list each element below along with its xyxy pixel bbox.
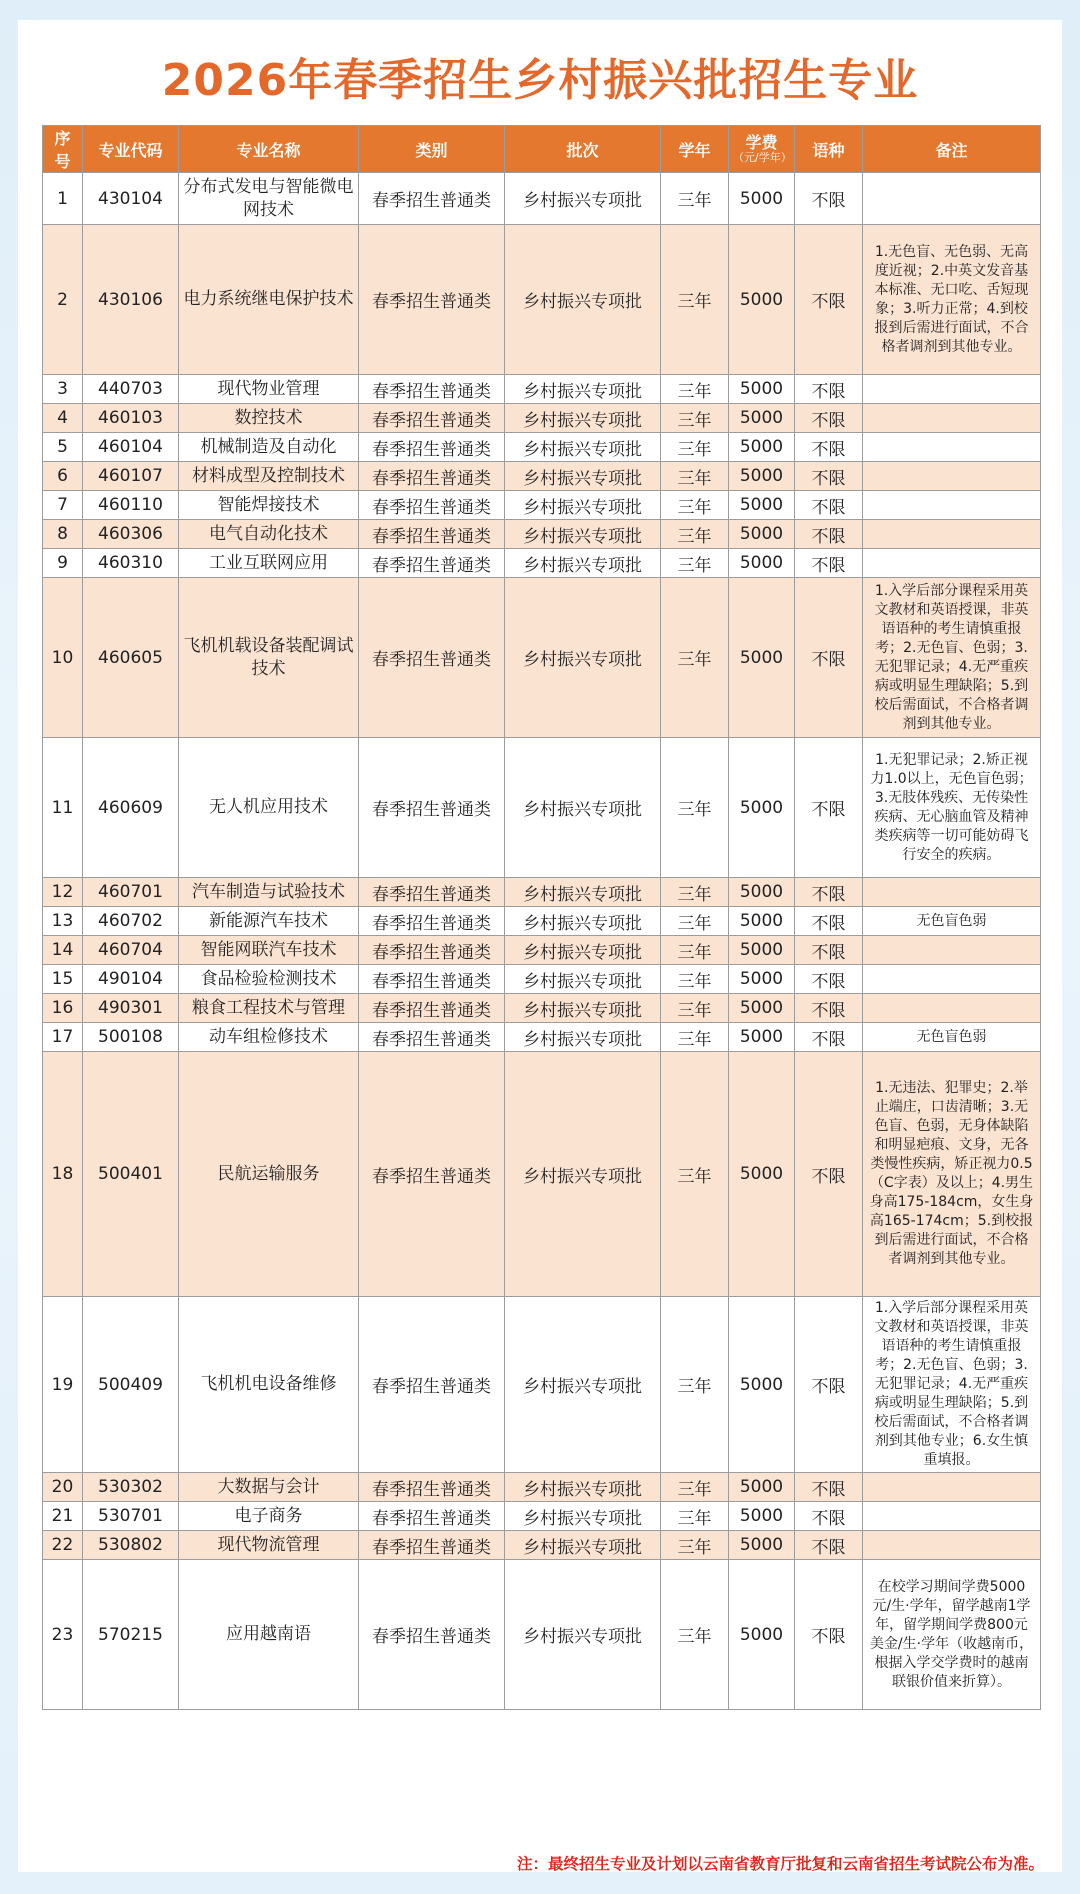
cell-lang: 不限	[795, 738, 863, 878]
cell-name: 数控技术	[179, 404, 359, 433]
cell-category: 春季招生普通类	[359, 1052, 505, 1297]
cell-note	[863, 1531, 1041, 1560]
cell-no: 19	[43, 1297, 83, 1473]
cell-code: 460701	[83, 878, 179, 907]
cell-no: 8	[43, 520, 83, 549]
cell-fee: 5000	[729, 1297, 795, 1473]
cell-batch: 乡村振兴专项批	[505, 173, 661, 225]
table-row	[43, 433, 1041, 462]
table-row	[43, 965, 1041, 994]
cell-no: 16	[43, 994, 83, 1023]
majors-table	[42, 125, 1041, 1710]
cell-category: 春季招生普通类	[359, 404, 505, 433]
cell-code: 460103	[83, 404, 179, 433]
cell-batch: 乡村振兴专项批	[505, 1531, 661, 1560]
cell-batch: 乡村振兴专项批	[505, 878, 661, 907]
header-fee-unit: （元/学年）	[733, 151, 792, 164]
header-category: 类别	[359, 126, 505, 173]
cell-category: 春季招生普通类	[359, 738, 505, 878]
cell-name: 机械制造及自动化	[179, 433, 359, 462]
table-row	[43, 578, 1041, 738]
cell-lang: 不限	[795, 225, 863, 375]
cell-years: 三年	[661, 1502, 729, 1531]
header-code: 专业代码	[83, 126, 179, 173]
cell-no: 12	[43, 878, 83, 907]
cell-category: 春季招生普通类	[359, 578, 505, 738]
cell-batch: 乡村振兴专项批	[505, 520, 661, 549]
cell-lang: 不限	[795, 1052, 863, 1297]
cell-no: 22	[43, 1531, 83, 1560]
cell-name: 无人机应用技术	[179, 738, 359, 878]
cell-no: 2	[43, 225, 83, 375]
cell-note	[863, 375, 1041, 404]
cell-years: 三年	[661, 1052, 729, 1297]
cell-note	[863, 936, 1041, 965]
cell-category: 春季招生普通类	[359, 433, 505, 462]
cell-years: 三年	[661, 578, 729, 738]
cell-category: 春季招生普通类	[359, 1297, 505, 1473]
cell-code: 490104	[83, 965, 179, 994]
cell-batch: 乡村振兴专项批	[505, 549, 661, 578]
cell-category: 春季招生普通类	[359, 520, 505, 549]
table-row	[43, 1023, 1041, 1052]
cell-no: 4	[43, 404, 83, 433]
cell-lang: 不限	[795, 878, 863, 907]
cell-name: 现代物业管理	[179, 375, 359, 404]
header-no: 序号	[43, 126, 83, 173]
cell-fee: 5000	[729, 907, 795, 936]
cell-years: 三年	[661, 1473, 729, 1502]
cell-fee: 5000	[729, 1052, 795, 1297]
table-body	[43, 173, 1041, 1710]
cell-lang: 不限	[795, 907, 863, 936]
cell-batch: 乡村振兴专项批	[505, 491, 661, 520]
cell-lang: 不限	[795, 1502, 863, 1531]
cell-code: 460704	[83, 936, 179, 965]
cell-note: 无色盲色弱	[863, 907, 1041, 936]
cell-code: 530701	[83, 1502, 179, 1531]
cell-no: 11	[43, 738, 83, 878]
cell-fee: 5000	[729, 1473, 795, 1502]
cell-name: 动车组检修技术	[179, 1023, 359, 1052]
cell-fee: 5000	[729, 404, 795, 433]
cell-years: 三年	[661, 1297, 729, 1473]
cell-code: 530802	[83, 1531, 179, 1560]
cell-batch: 乡村振兴专项批	[505, 225, 661, 375]
table-row	[43, 907, 1041, 936]
cell-lang: 不限	[795, 936, 863, 965]
cell-name: 粮食工程技术与管理	[179, 994, 359, 1023]
table-row	[43, 549, 1041, 578]
cell-no: 17	[43, 1023, 83, 1052]
cell-code: 460702	[83, 907, 179, 936]
cell-batch: 乡村振兴专项批	[505, 375, 661, 404]
cell-no: 20	[43, 1473, 83, 1502]
table-row	[43, 1531, 1041, 1560]
cell-no: 23	[43, 1560, 83, 1710]
cell-fee: 5000	[729, 738, 795, 878]
cell-fee: 5000	[729, 994, 795, 1023]
header-batch: 批次	[505, 126, 661, 173]
cell-note: 1.入学后部分课程采用英文教材和英语授课，非英语语种的考生请慎重报考；2.无色盲、色弱；3.无犯罪记录；4.无严重疾病或明显生理缺陷；5.到校后需面试，不合格者调剂到其他专业；6.女生慎重填报。	[863, 1297, 1041, 1473]
table-row	[43, 491, 1041, 520]
cell-batch: 乡村振兴专项批	[505, 1052, 661, 1297]
cell-no: 15	[43, 965, 83, 994]
cell-lang: 不限	[795, 404, 863, 433]
cell-batch: 乡村振兴专项批	[505, 433, 661, 462]
cell-fee: 5000	[729, 491, 795, 520]
cell-category: 春季招生普通类	[359, 1531, 505, 1560]
cell-years: 三年	[661, 738, 729, 878]
footnote: 注：最终招生专业及计划以云南省教育厅批复和云南省招生考试院公布为准。	[516, 1855, 1044, 1873]
cell-code: 460306	[83, 520, 179, 549]
cell-name: 智能焊接技术	[179, 491, 359, 520]
cell-category: 春季招生普通类	[359, 1473, 505, 1502]
cell-code: 460110	[83, 491, 179, 520]
table-row	[43, 878, 1041, 907]
cell-no: 6	[43, 462, 83, 491]
cell-years: 三年	[661, 173, 729, 225]
header-note: 备注	[863, 126, 1041, 173]
cell-lang: 不限	[795, 994, 863, 1023]
cell-name: 现代物流管理	[179, 1531, 359, 1560]
header-language: 语种	[795, 126, 863, 173]
cell-code: 460609	[83, 738, 179, 878]
cell-fee: 5000	[729, 1023, 795, 1052]
table-row	[43, 1052, 1041, 1297]
cell-batch: 乡村振兴专项批	[505, 965, 661, 994]
cell-batch: 乡村振兴专项批	[505, 578, 661, 738]
cell-lang: 不限	[795, 1473, 863, 1502]
cell-name: 新能源汽车技术	[179, 907, 359, 936]
cell-no: 3	[43, 375, 83, 404]
cell-fee: 5000	[729, 549, 795, 578]
cell-name: 飞机机电设备维修	[179, 1297, 359, 1473]
cell-note	[863, 462, 1041, 491]
cell-code: 490301	[83, 994, 179, 1023]
cell-fee: 5000	[729, 173, 795, 225]
cell-name: 汽车制造与试验技术	[179, 878, 359, 907]
header-name: 专业名称	[179, 126, 359, 173]
cell-batch: 乡村振兴专项批	[505, 1023, 661, 1052]
page-title: 2026年春季招生乡村振兴批招生专业	[161, 55, 919, 106]
cell-fee: 5000	[729, 1560, 795, 1710]
header-fee	[729, 126, 795, 173]
cell-years: 三年	[661, 404, 729, 433]
cell-name: 材料成型及控制技术	[179, 462, 359, 491]
cell-years: 三年	[661, 433, 729, 462]
cell-category: 春季招生普通类	[359, 936, 505, 965]
cell-name: 智能网联汽车技术	[179, 936, 359, 965]
table-row	[43, 994, 1041, 1023]
cell-code: 500409	[83, 1297, 179, 1473]
cell-category: 春季招生普通类	[359, 1560, 505, 1710]
cell-category: 春季招生普通类	[359, 1502, 505, 1531]
cell-category: 春季招生普通类	[359, 1023, 505, 1052]
table-row	[43, 936, 1041, 965]
table-row	[43, 173, 1041, 225]
cell-no: 18	[43, 1052, 83, 1297]
table-row	[43, 520, 1041, 549]
cell-note	[863, 878, 1041, 907]
cell-years: 三年	[661, 1023, 729, 1052]
cell-code: 570215	[83, 1560, 179, 1710]
cell-name: 工业互联网应用	[179, 549, 359, 578]
cell-batch: 乡村振兴专项批	[505, 1560, 661, 1710]
cell-batch: 乡村振兴专项批	[505, 907, 661, 936]
table-row	[43, 1297, 1041, 1473]
cell-lang: 不限	[795, 578, 863, 738]
cell-years: 三年	[661, 491, 729, 520]
cell-note	[863, 1473, 1041, 1502]
table-row	[43, 462, 1041, 491]
cell-name: 电气自动化技术	[179, 520, 359, 549]
cell-category: 春季招生普通类	[359, 491, 505, 520]
cell-category: 春季招生普通类	[359, 965, 505, 994]
cell-no: 13	[43, 907, 83, 936]
cell-name: 电力系统继电保护技术	[179, 225, 359, 375]
cell-name: 应用越南语	[179, 1560, 359, 1710]
cell-batch: 乡村振兴专项批	[505, 936, 661, 965]
header-years: 学年	[661, 126, 729, 173]
cell-category: 春季招生普通类	[359, 994, 505, 1023]
cell-no: 14	[43, 936, 83, 965]
cell-fee: 5000	[729, 878, 795, 907]
cell-fee: 5000	[729, 462, 795, 491]
cell-code: 460104	[83, 433, 179, 462]
cell-batch: 乡村振兴专项批	[505, 994, 661, 1023]
cell-code: 430104	[83, 173, 179, 225]
cell-note	[863, 1502, 1041, 1531]
cell-fee: 5000	[729, 225, 795, 375]
cell-lang: 不限	[795, 375, 863, 404]
cell-no: 10	[43, 578, 83, 738]
cell-name: 飞机机载设备装配调试技术	[179, 578, 359, 738]
cell-category: 春季招生普通类	[359, 878, 505, 907]
cell-fee: 5000	[729, 965, 795, 994]
cell-note: 1.入学后部分课程采用英文教材和英语授课，非英语语种的考生请慎重报考；2.无色盲、色弱；3.无犯罪记录；4.无严重疾病或明显生理缺陷；5.到校后需面试，不合格者调剂到其他专业。	[863, 578, 1041, 738]
cell-category: 春季招生普通类	[359, 375, 505, 404]
cell-lang: 不限	[795, 462, 863, 491]
cell-batch: 乡村振兴专项批	[505, 462, 661, 491]
cell-lang: 不限	[795, 1023, 863, 1052]
cell-name: 电子商务	[179, 1502, 359, 1531]
cell-years: 三年	[661, 965, 729, 994]
cell-fee: 5000	[729, 578, 795, 738]
cell-note	[863, 433, 1041, 462]
table-row	[43, 738, 1041, 878]
cell-lang: 不限	[795, 1297, 863, 1473]
cell-years: 三年	[661, 1531, 729, 1560]
cell-no: 7	[43, 491, 83, 520]
cell-name: 民航运输服务	[179, 1052, 359, 1297]
cell-no: 1	[43, 173, 83, 225]
cell-lang: 不限	[795, 1531, 863, 1560]
cell-fee: 5000	[729, 1531, 795, 1560]
cell-note	[863, 404, 1041, 433]
cell-no: 5	[43, 433, 83, 462]
cell-lang: 不限	[795, 549, 863, 578]
cell-lang: 不限	[795, 491, 863, 520]
cell-years: 三年	[661, 549, 729, 578]
cell-lang: 不限	[795, 1560, 863, 1710]
cell-years: 三年	[661, 462, 729, 491]
cell-category: 春季招生普通类	[359, 462, 505, 491]
cell-note	[863, 520, 1041, 549]
cell-note	[863, 549, 1041, 578]
table-row	[43, 225, 1041, 375]
cell-years: 三年	[661, 936, 729, 965]
cell-note	[863, 173, 1041, 225]
cell-name: 分布式发电与智能微电网技术	[179, 173, 359, 225]
cell-batch: 乡村振兴专项批	[505, 1502, 661, 1531]
cell-lang: 不限	[795, 965, 863, 994]
cell-no: 9	[43, 549, 83, 578]
cell-fee: 5000	[729, 936, 795, 965]
cell-note	[863, 491, 1041, 520]
cell-category: 春季招生普通类	[359, 173, 505, 225]
table-row	[43, 375, 1041, 404]
cell-note: 1.无犯罪记录；2.矫正视力1.0以上，无色盲色弱；3.无肢体残疾、无传染性疾病、无心脑血管及精神类疾病等一切可能妨碍飞行安全的疾病。	[863, 738, 1041, 878]
cell-code: 530302	[83, 1473, 179, 1502]
header-fee-label: 学费	[745, 133, 778, 152]
cell-fee: 5000	[729, 433, 795, 462]
cell-batch: 乡村振兴专项批	[505, 1297, 661, 1473]
cell-years: 三年	[661, 994, 729, 1023]
cell-note	[863, 965, 1041, 994]
cell-years: 三年	[661, 878, 729, 907]
cell-name: 食品检验检测技术	[179, 965, 359, 994]
cell-no: 21	[43, 1502, 83, 1531]
cell-fee: 5000	[729, 375, 795, 404]
cell-category: 春季招生普通类	[359, 225, 505, 375]
cell-code: 440703	[83, 375, 179, 404]
cell-note: 在校学习期间学费5000元/生·学年，留学越南1学年，留学期间学费800元美金/生·学年（收越南币，根据入学交学费时的越南联银价值来折算）。	[863, 1560, 1041, 1710]
cell-note: 1.无色盲、无色弱、无高度近视；2.中英文发音基本标准、无口吃、舌短现象；3.听力正常；4.到校报到后需进行面试，不合格者调剂到其他专业。	[863, 225, 1041, 375]
cell-fee: 5000	[729, 520, 795, 549]
cell-code: 500108	[83, 1023, 179, 1052]
table-header-row	[43, 126, 1041, 173]
cell-code: 460605	[83, 578, 179, 738]
cell-lang: 不限	[795, 520, 863, 549]
cell-years: 三年	[661, 225, 729, 375]
cell-note	[863, 994, 1041, 1023]
cell-years: 三年	[661, 520, 729, 549]
cell-category: 春季招生普通类	[359, 549, 505, 578]
cell-code: 430106	[83, 225, 179, 375]
cell-lang: 不限	[795, 173, 863, 225]
table-row	[43, 1473, 1041, 1502]
cell-code: 500401	[83, 1052, 179, 1297]
cell-note: 无色盲色弱	[863, 1023, 1041, 1052]
cell-years: 三年	[661, 907, 729, 936]
cell-batch: 乡村振兴专项批	[505, 738, 661, 878]
table-row	[43, 404, 1041, 433]
cell-fee: 5000	[729, 1502, 795, 1531]
cell-years: 三年	[661, 375, 729, 404]
table-row	[43, 1502, 1041, 1531]
cell-code: 460310	[83, 549, 179, 578]
cell-name: 大数据与会计	[179, 1473, 359, 1502]
cell-note: 1.无违法、犯罪史；2.举止端庄，口齿清晰；3.无色盲、色弱，无身体缺陷和明显疤痕、文身，无各类慢性疾病，矫正视力0.5（C字表）及以上；4.男生身高175-184cm，女生身高165-174cm；5.到校报到后需进行面试，不合格者调剂到其他专业。	[863, 1052, 1041, 1297]
cell-code: 460107	[83, 462, 179, 491]
cell-category: 春季招生普通类	[359, 907, 505, 936]
cell-years: 三年	[661, 1560, 729, 1710]
cell-lang: 不限	[795, 433, 863, 462]
cell-batch: 乡村振兴专项批	[505, 404, 661, 433]
cell-batch: 乡村振兴专项批	[505, 1473, 661, 1502]
table-row	[43, 1560, 1041, 1710]
